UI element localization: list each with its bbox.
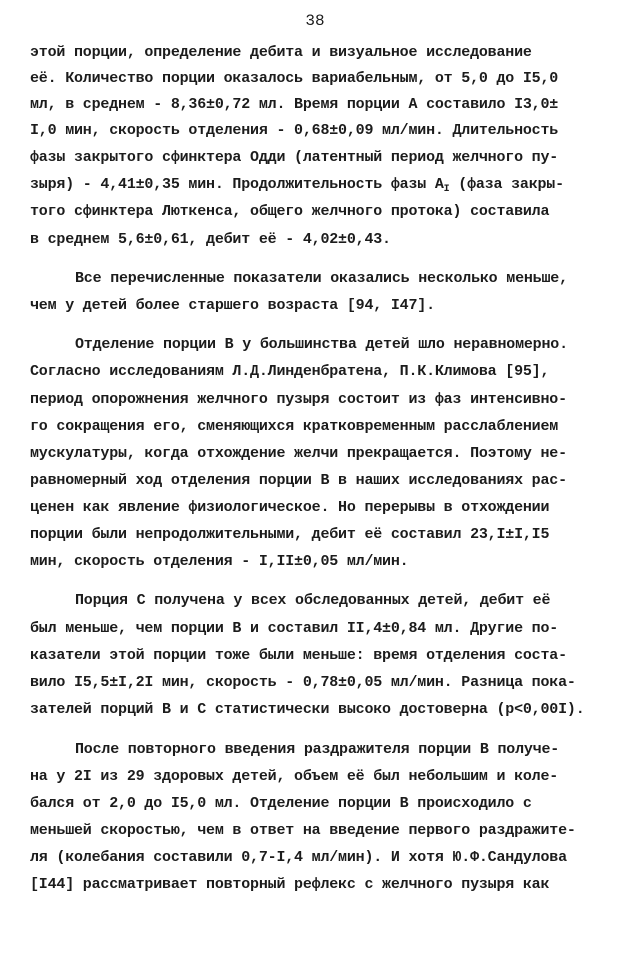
text-line: мин, скорость отделения - I,II±0,05 мл/мин. bbox=[30, 553, 409, 570]
text-line-with-subscript bbox=[30, 176, 615, 194]
text-line: меньшей скоростью, чем в ответ на введение первого раздражите- bbox=[30, 822, 576, 839]
text-line: период опорожнения желчного пузыря состоит из фаз интенсивно- bbox=[30, 391, 567, 408]
text-segment: (фаза закры- bbox=[449, 176, 564, 193]
page-number: 38 bbox=[305, 12, 325, 30]
paragraph-first-line: Отделение порции В у большинства детей шло неравномерно. bbox=[75, 336, 568, 353]
text-line: чем у детей более старшего возраста [94, I47]. bbox=[30, 297, 435, 314]
text-line: на у 2I из 29 здоровых детей, объем её был небольшим и коле- bbox=[30, 768, 559, 785]
subscript: I bbox=[443, 184, 450, 194]
text-line: мускулатуры, когда отхождение желчи прекращается. Поэтому не- bbox=[30, 445, 567, 462]
text-line: равномерный ход отделения порции В в наших исследованиях рас- bbox=[30, 472, 567, 489]
text-line: в среднем 5,6±0,61, дебит её - 4,02±0,43. bbox=[30, 231, 391, 248]
text-line: этой порции, определение дебита и визуальное исследование bbox=[30, 44, 532, 61]
text-line: порции были непродолжительными, дебит её составил 23,I±I,I5 bbox=[30, 526, 550, 543]
text-line: её. Количество порции оказалось вариабельным, от 5,0 до I5,0 bbox=[30, 70, 559, 87]
text-segment: зыря) - 4,41±0,35 мин. Продолжительность фазы A bbox=[30, 176, 444, 193]
text-line: был меньше, чем порции В и составил II,4±0,84 мл. Другие по- bbox=[30, 620, 559, 637]
text-line: Согласно исследованиям Л.Д.Линденбратена, П.К.Климова [95], bbox=[30, 363, 550, 380]
text-line: го сокращения его, сменяющихся кратковременным расслаблением bbox=[30, 418, 559, 435]
text-line: фазы закрытого сфинктера Одди (латентный период желчного пу- bbox=[30, 149, 559, 166]
paragraph-first-line: Порция С получена у всех обследованных детей, дебит её bbox=[75, 592, 551, 609]
text-line: вило I5,5±I,2I мин, скорость - 0,78±0,05 мл/мин. Разница пока- bbox=[30, 674, 576, 691]
text-line: ля (колебания составили 0,7-I,4 мл/мин). И хотя Ю.Ф.Сандулова bbox=[30, 849, 567, 866]
text-line: бался от 2,0 до I5,0 мл. Отделение порции В происходило с bbox=[30, 795, 532, 812]
text-line: ценен как явление физиологическое. Но перерывы в отхождении bbox=[30, 499, 550, 516]
text-line: [I44] рассматривает повторный рефлекс с желчного пузыря как bbox=[30, 876, 550, 893]
text-line: зателей порций В и С статистически высоко достоверна (p<0,00I). bbox=[30, 701, 585, 718]
text-line: I,0 мин, скорость отделения - 0,68±0,09 мл/мин. Длительность bbox=[30, 122, 559, 139]
text-line: мл, в среднем - 8,36±0,72 мл. Время порции А составило I3,0± bbox=[30, 96, 559, 113]
paragraph-first-line: Все перечисленные показатели оказались несколько меньше, bbox=[75, 270, 568, 287]
text-line: казатели этой порции тоже были меньше: время отделения соста- bbox=[30, 647, 567, 664]
text-line: того сфинктера Люткенса, общего желчного протока) составила bbox=[30, 203, 550, 220]
paragraph-first-line: После повторного введения раздражителя порции В получе- bbox=[75, 741, 560, 758]
